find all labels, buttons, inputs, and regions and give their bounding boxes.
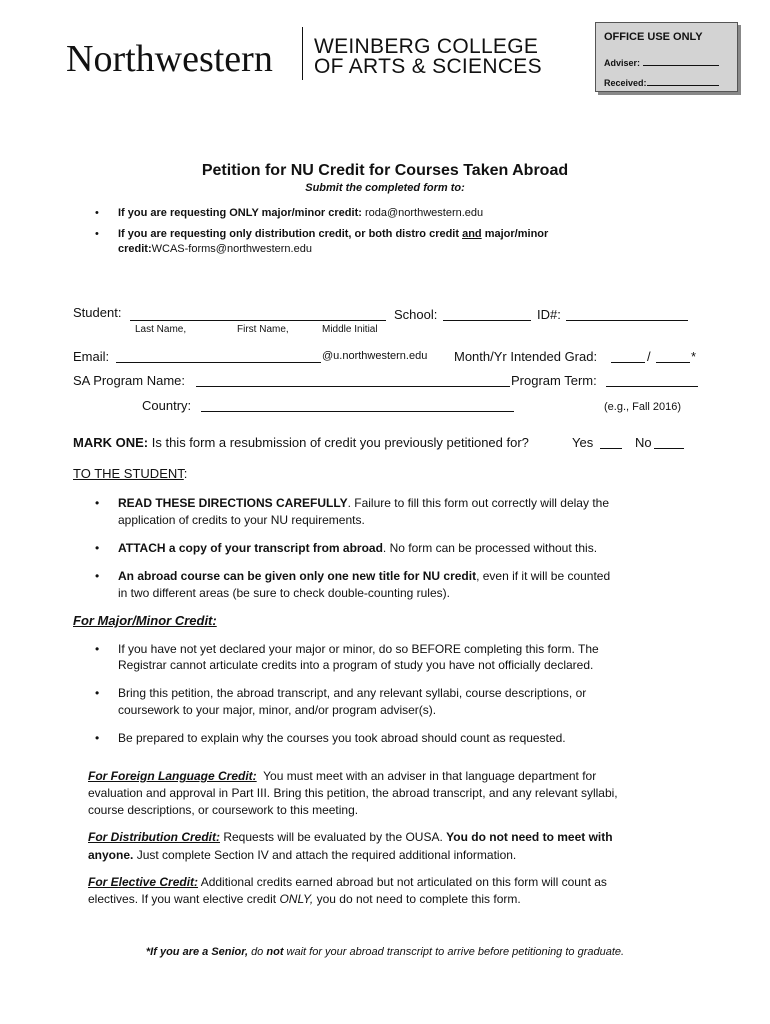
attach-bold: ATTACH a copy of your transcript from abroad — [118, 541, 383, 555]
submit-item-label-cont: major/minor — [484, 228, 549, 240]
adviser-field[interactable] — [604, 54, 719, 68]
submit-item-major-minor — [118, 207, 483, 219]
submit-credit-label: credit: — [118, 243, 152, 255]
yes-blank[interactable] — [600, 448, 622, 449]
wcas-email-link[interactable]: WCAS-forms@northwestern.edu — [151, 243, 312, 255]
mark-one-label: MARK ONE: — [73, 435, 149, 450]
no-label: No — [635, 435, 652, 450]
distribution-bold: You do not need to meet with — [446, 830, 613, 844]
received-field[interactable] — [604, 74, 719, 88]
distribution-anyone: anyone. — [88, 848, 134, 862]
term-example: (e.g., Fall 2016) — [604, 401, 682, 413]
submit-item-distribution-line2 — [118, 243, 312, 255]
directions-item — [118, 496, 609, 510]
submit-and-word: and — [462, 228, 482, 240]
to-student-colon: : — [183, 466, 188, 481]
email-input[interactable] — [116, 362, 321, 363]
senior-note-bold: *If you are a Senior, — [145, 946, 248, 958]
bullet-icon: • — [95, 207, 99, 219]
student-label: Student: — [73, 305, 122, 320]
elective-only: ONLY, — [279, 892, 314, 906]
bullet-icon: • — [95, 496, 100, 510]
one-title-item — [118, 569, 610, 583]
elective-text-b: you do not need to complete this form. — [316, 892, 521, 906]
program-term-label: Program Term: — [511, 373, 597, 388]
elective-heading: For Elective Credit: — [88, 875, 199, 889]
roda-email-link[interactable]: roda@northwestern.edu — [364, 207, 484, 219]
page-title: Petition for NU Credit for Courses Taken Abroad — [201, 162, 569, 179]
office-use-title: OFFICE USE ONLY — [604, 31, 703, 43]
elective-line2 — [88, 892, 521, 906]
distribution-line2 — [88, 848, 516, 862]
grad-year-input[interactable] — [656, 362, 690, 363]
bullet-icon: • — [95, 569, 100, 583]
northwestern-wordmark: Northwestern — [66, 38, 273, 80]
grad-slash: / — [647, 349, 651, 364]
logo-divider — [302, 27, 303, 80]
sa-program-label: SA Program Name: — [73, 373, 185, 388]
office-use-box — [595, 22, 738, 92]
bring-item-line2: coursework to your major, minor, and/or program adviser(s). — [118, 703, 437, 717]
college-name-line1: WEINBERG COLLEGE — [314, 35, 539, 58]
student-name-input[interactable] — [130, 320, 386, 321]
email-label: Email: — [73, 349, 110, 364]
adviser-blank[interactable] — [643, 54, 719, 66]
directions-item-line2: application of credits to your NU requirements. — [118, 513, 365, 527]
declare-item-line1: If you have not yet declared your major or minor, do so BEFORE completing this form. The — [118, 642, 599, 656]
directions-bold: READ THESE DIRECTIONS CAREFULLY — [118, 496, 348, 510]
foreign-language-line2: evaluation and approval in Part III. Bring this petition, the abroad transcript, and any relevant syllabi, — [88, 786, 618, 800]
bullet-icon: • — [95, 541, 100, 555]
foreign-language-line1 — [88, 769, 596, 783]
school-label: School: — [394, 307, 438, 322]
attach-item — [118, 541, 597, 555]
elective-line1 — [88, 875, 607, 889]
senior-note-not: not — [266, 946, 284, 958]
one-title-rest: , even if it will be counted — [476, 569, 611, 583]
one-title-line2: in two different areas (be sure to check double-counting rules). — [118, 586, 450, 600]
major-minor-heading: For Major/Minor Credit: — [73, 613, 217, 628]
received-label: Received: — [604, 78, 647, 88]
declare-item-line2: Registrar cannot articulate credits into a program of study you have not officially declared. — [118, 658, 594, 672]
submit-item-label: If you are requesting ONLY major/minor credit: — [118, 207, 362, 219]
to-student-title: TO THE STUDENT — [73, 466, 184, 481]
college-name-line2: OF ARTS & SCIENCES — [314, 55, 542, 78]
distribution-line1 — [88, 830, 613, 844]
middle-initial-caption: Middle Initial — [322, 324, 378, 335]
one-title-bold: An abroad course can be given only one new title for NU credit — [118, 569, 477, 583]
no-blank[interactable] — [654, 448, 684, 449]
country-label: Country: — [142, 398, 192, 413]
prepared-item: Be prepared to explain why the courses you took abroad should count as requested. — [118, 731, 566, 745]
attach-rest: . No form can be processed without this. — [382, 541, 598, 555]
program-term-input[interactable] — [606, 386, 698, 387]
id-input[interactable] — [566, 320, 688, 321]
foreign-language-line3: course descriptions, or coursework to this meeting. — [88, 803, 359, 817]
grad-label: Month/Yr Intended Grad: — [454, 349, 598, 364]
bullet-icon: • — [95, 228, 99, 240]
email-domain: @u.northwestern.edu — [322, 350, 428, 362]
senior-note — [0, 946, 770, 958]
adviser-label: Adviser: — [604, 58, 641, 68]
school-input[interactable] — [443, 320, 531, 321]
first-name-caption: First Name, — [237, 324, 289, 335]
distribution-text: Requests will be evaluated by the OUSA. — [223, 830, 443, 844]
grad-asterisk: * — [691, 349, 697, 364]
distribution-rest: Just complete Section IV and attach the required additional information. — [136, 848, 517, 862]
grad-month-input[interactable] — [611, 362, 645, 363]
bullet-icon: • — [95, 731, 100, 745]
id-label: ID#: — [537, 307, 561, 322]
senior-note-do: do — [251, 946, 264, 958]
submit-item-label: If you are requesting only distribution credit, or both distro credit — [118, 228, 460, 240]
last-name-caption: Last Name, — [135, 324, 187, 335]
directions-rest: . Failure to fill this form out correctly will delay the — [347, 496, 609, 510]
mark-one-question: Is this form a resubmission of credit you previously petitioned for? — [151, 435, 529, 450]
senior-note-rest: wait for your abroad transcript to arrive before petitioning to graduate. — [286, 946, 625, 958]
bring-item-line1: Bring this petition, the abroad transcript, and any relevant syllabi, course descriptions, or — [118, 686, 587, 700]
page-subtitle: Submit the completed form to: — [305, 182, 465, 194]
foreign-language-heading: For Foreign Language Credit: — [88, 769, 257, 783]
bullet-icon: • — [95, 642, 100, 656]
foreign-language-text: You must meet with an adviser in that language department for — [263, 769, 597, 783]
country-input[interactable] — [201, 411, 514, 412]
sa-program-input[interactable] — [196, 386, 510, 387]
submit-item-distribution — [118, 228, 548, 240]
mark-one-line — [73, 435, 529, 450]
bullet-icon: • — [95, 686, 100, 700]
elective-text: Additional credits earned abroad but not articulated on this form will count as — [200, 875, 607, 889]
elective-text-a: electives. If you want elective credit — [88, 892, 277, 906]
to-student-heading — [73, 466, 187, 481]
yes-label: Yes — [572, 435, 594, 450]
distribution-heading: For Distribution Credit: — [88, 830, 220, 844]
received-blank[interactable] — [647, 74, 719, 86]
